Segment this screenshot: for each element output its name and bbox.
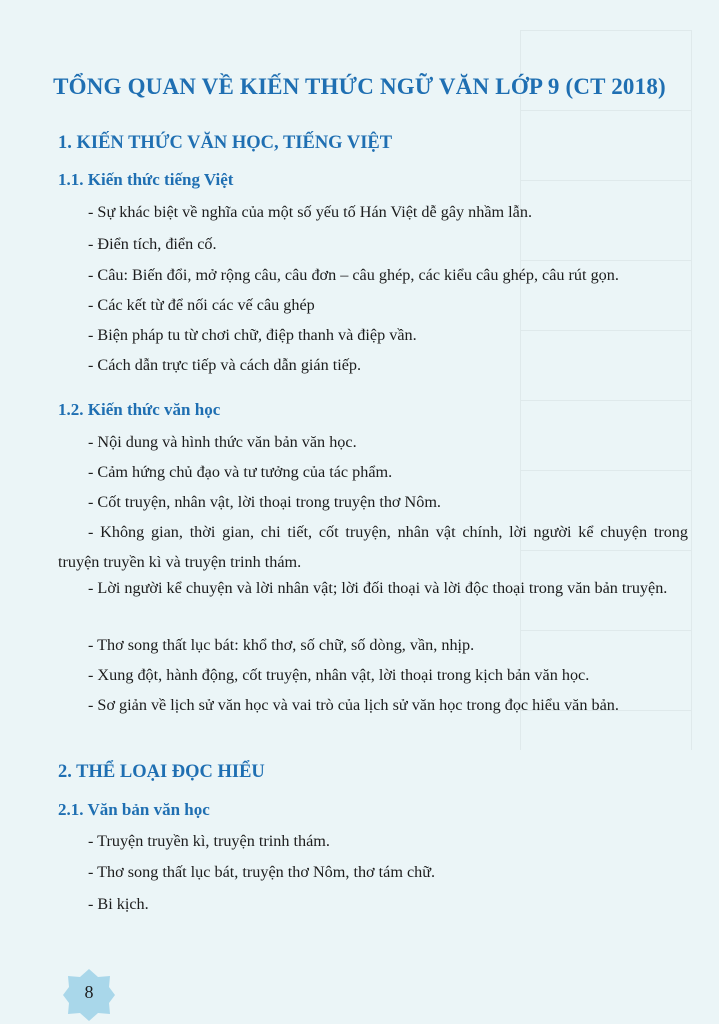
list-item: - Bi kịch.: [88, 895, 149, 913]
list-item: - Thơ song thất lục bát, truyện thơ Nôm, thơ tám chữ.: [88, 863, 436, 881]
list-item: - Cách dẫn trực tiếp và cách dẫn gián tiếp.: [88, 356, 362, 374]
list-item: - Thơ song thất lục bát: khổ thơ, số chữ, số dòng, vần, nhịp.: [88, 636, 475, 654]
list-item: - Sơ giản về lịch sử văn học và vai trò của lịch sử văn học trong đọc hiểu văn bản.: [88, 696, 619, 714]
list-item: - Sự khác biệt về nghĩa của một số yếu tố Hán Việt dễ gây nhầm lẫn.: [88, 203, 533, 221]
section-2-1-heading: 2.1. Văn bản văn học: [58, 800, 210, 819]
section-1-1-heading: 1.1. Kiến thức tiếng Việt: [58, 170, 234, 189]
page-number: 8: [84, 982, 94, 1002]
page-title: TỔNG QUAN VỀ KIẾN THỨC NGỮ VĂN LỚP 9 (CT 2018): [53, 74, 666, 99]
section-2-heading: 2. THỂ LOẠI ĐỌC HIỂU: [58, 762, 265, 782]
list-item: - Câu: Biến đổi, mở rộng câu, câu đơn – câu ghép, các kiểu câu ghép, câu rút gọn.: [88, 266, 619, 284]
page-number-badge: [62, 968, 116, 1022]
list-item: - Biện pháp tu từ chơi chữ, điệp thanh và điệp vần.: [88, 326, 417, 344]
list-item: - Nội dung và hình thức văn bản văn học.: [88, 433, 357, 451]
list-item: - Truyện truyền kì, truyện trinh thám.: [88, 832, 330, 850]
section-1-heading: 1. KIẾN THỨC VĂN HỌC, TIẾNG VIỆT: [58, 133, 393, 153]
list-item: - Lời người kể chuyện và lời nhân vật; lời đối thoại và lời độc thoại trong văn bản truyện.: [88, 579, 668, 597]
list-item: - Không gian, thời gian, chi tiết, cốt truyện, nhân vật chính, lời người kể chuyện trong truyện truyền kì và truyện trinh thám.: [58, 523, 688, 571]
list-item: - Cốt truyện, nhân vật, lời thoại trong truyện thơ Nôm.: [88, 493, 441, 511]
list-item: - Cảm hứng chủ đạo và tư tưởng của tác phẩm.: [88, 463, 393, 481]
section-1-2-heading: 1.2. Kiến thức văn học: [58, 400, 221, 419]
list-item: - Điển tích, điển cố.: [88, 235, 217, 253]
list-item: - Xung đột, hành động, cốt truyện, nhân vật, lời thoại trong kịch bản văn học.: [88, 666, 590, 684]
list-item: - Các kết từ để nối các vế câu ghép: [88, 296, 315, 314]
